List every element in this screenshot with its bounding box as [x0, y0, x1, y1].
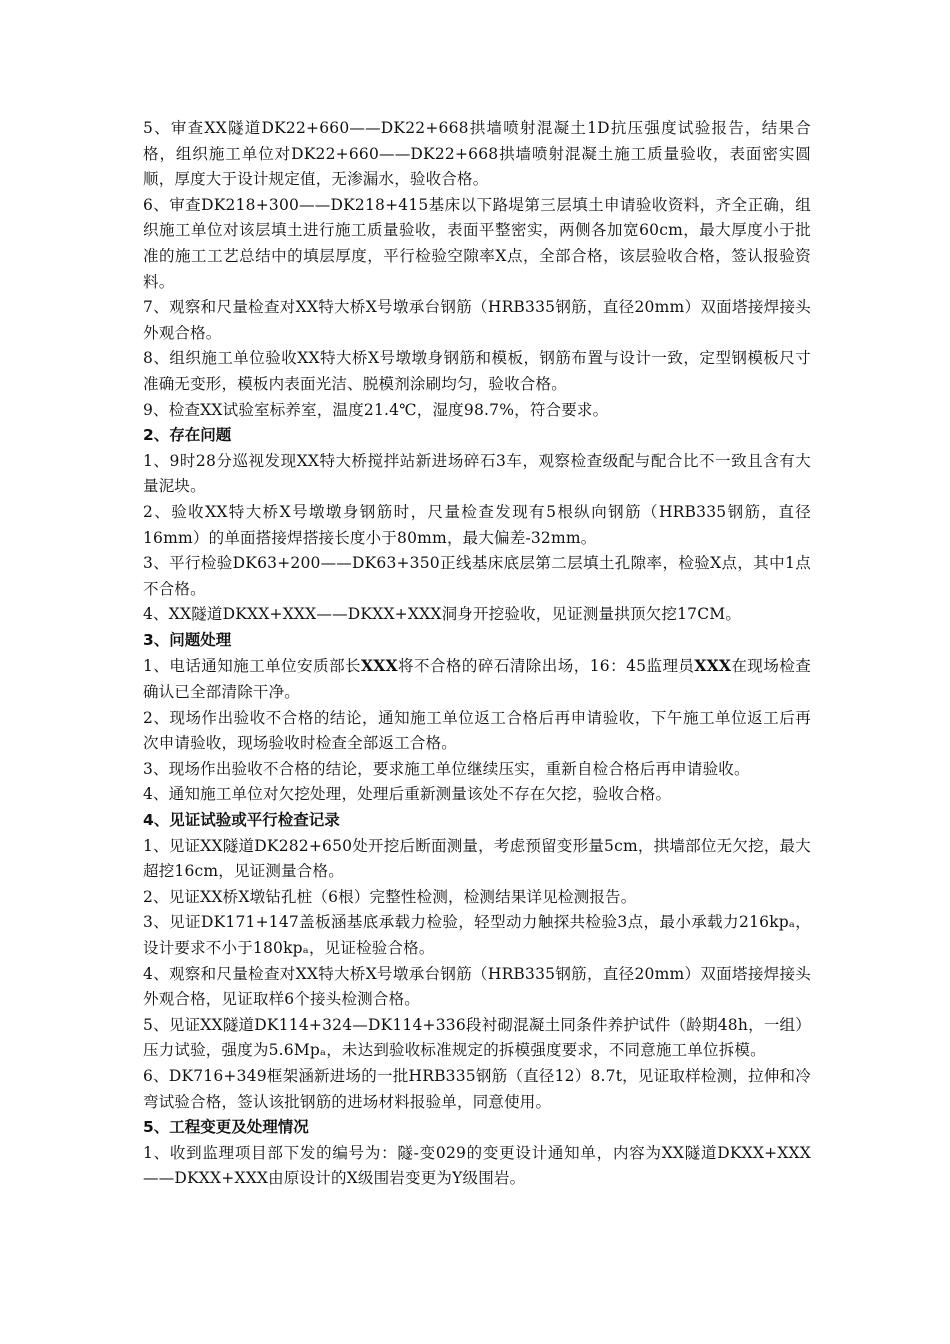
section-heading: 3、问题处理	[143, 630, 232, 649]
text-run: 1、电话通知施工单位安质部长	[143, 657, 362, 676]
paragraph: 3、平行检验DK63+200——DK63+350正线基床底层第二层填土孔隙率，检验X点，其中1点不合格。	[143, 554, 811, 598]
paragraph: 7、观察和尺量检查对XX特大桥X号墩承台钢筋（HRB335钢筋，直径20mm）双面塔接焊接头外观合格。	[143, 298, 811, 342]
paragraph: 1、见证XX隧道DK282+650处开挖后断面测量，考虑预留变形量5cm，拱墙部位无欠挖，最大超挖16cm，见证测量合格。	[143, 836, 811, 881]
text-run: 在现场检查确认已全部清除干净。	[143, 657, 811, 702]
paragraph: 3、现场作出验收不合格的结论，要求施工单位继续压实，重新自检合格后再申请验收。	[143, 759, 750, 778]
paragraph: 5、见证XX隧道DK114+324—DK114+336段衬砌混凝土同条件养护试件（龄期48h，一组）压力试验，强度为5.6Mpₐ，未达到验收标准规定的拆模强度要求，不同意施工单位拆模。	[143, 1015, 811, 1060]
section-heading: 5、工程变更及处理情况	[143, 1118, 309, 1137]
paragraph: 8、组织施工单位验收XX特大桥X号墩墩身钢筋和模板，钢筋布置与设计一致，定型钢模板尺寸准确无变形，模板内表面光洁、脱模剂涂刷均匀，验收合格。	[143, 349, 811, 393]
person-placeholder: XXX	[694, 656, 732, 676]
paragraph: 2、现场作出验收不合格的结论，通知施工单位返工合格后再申请验收，下午施工单位返工后再次申请验收，现场验收时检查全部返工合格。	[143, 708, 811, 753]
paragraph: 9、检查XX试验室标养室，温度21.4℃，湿度98.7%，符合要求。	[143, 400, 609, 419]
section-heading: 2、存在问题	[143, 426, 232, 445]
paragraph: 4、观察和尺量检查对XX特大桥X号墩承台钢筋（HRB335钢筋，直径20mm）双面塔接焊接头外观合格，见证取样6个接头检测合格。	[143, 964, 811, 1009]
paragraph: 4、通知施工单位对欠挖处理，处理后重新测量该处不存在欠挖，验收合格。	[143, 785, 672, 804]
paragraph: 3、见证DK171+147盖板涵基底承载力检验，轻型动力触探共检验3点，最小承载力216kpₐ，设计要求不小于180kpₐ，见证检验合格。	[143, 913, 811, 957]
paragraph: 4、XX隧道DKXX+XXX——DKXX+XXX洞身开挖验收，见证测量拱顶欠挖17CM。	[143, 605, 742, 624]
paragraph: 6、审查DK218+300——DK218+415基床以下路堤第三层填土申请验收资料，齐全正确，组织施工单位对该层填土进行施工质量验收，表面平整密实，两侧各加宽60cm，最大厚度小于批准的施工工艺总结中的填层厚度，平行检验空隙率X点，全部合格，该层验收合格，签认报验资料。	[143, 195, 811, 291]
text-run: 将不合格的碎石清除出场，16：45监理员	[397, 657, 695, 676]
person-placeholder: XXX	[361, 656, 398, 676]
paragraph: 2、见证XX桥X墩钻孔桩（6根）完整性检测，检测结果详见检测报告。	[143, 887, 637, 906]
paragraph: 6、DK716+349框架涵新进场的一批HRB335钢筋（直径12）8.7t，见证取样检测，拉伸和冷弯试验合格，签认该批钢筋的进场材料报验单，同意使用。	[143, 1066, 811, 1111]
document-body	[143, 116, 811, 1192]
paragraph	[143, 653, 811, 705]
paragraph: 1、收到监理项目部下发的编号为：隧-变029的变更设计通知单，内容为XX隧道DKXX+XXX——DKXX+XXX由原设计的X级围岩变更为Y级围岩。	[143, 1143, 811, 1188]
paragraph: 2、验收XX特大桥X号墩墩身钢筋时，尺量检查发现有5根纵向钢筋（HRB335钢筋，直径16mm）的单面搭接焊搭接长度小于80mm，最大偏差-32mm。	[143, 502, 811, 547]
paragraph: 5、审查XX隧道DK22+660——DK22+668拱墙喷射混凝土1D抗压强度试验报告，结果合格，组织施工单位对DK22+660——DK22+668拱墙喷射混凝土施工质量验收，表面密实圆顺，厚度大于设计规定值，无渗漏水，验收合格。	[143, 119, 811, 189]
section-heading: 4、见证试验或平行检查记录	[143, 811, 340, 830]
paragraph: 1、9时28分巡视发现XX特大桥搅拌站新进场碎石3车，观察检查级配与配合比不一致且含有大量泥块。	[143, 451, 811, 496]
